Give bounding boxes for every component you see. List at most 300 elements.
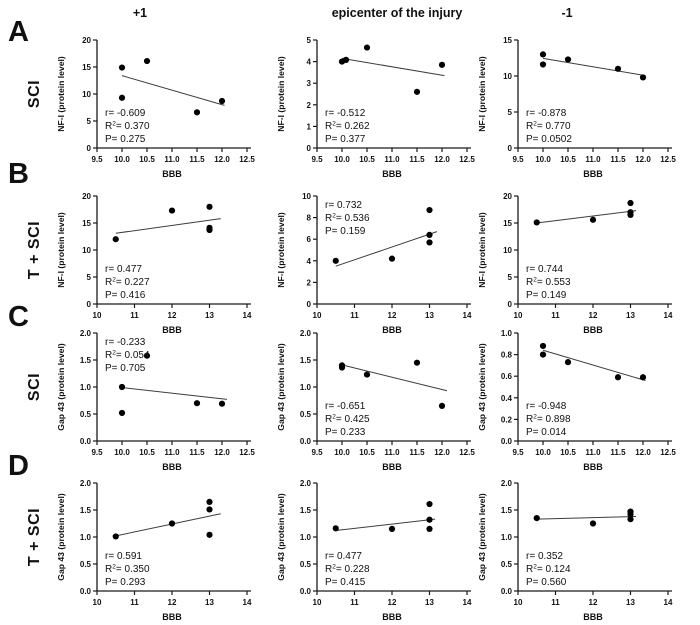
panel-letter-d: D — [8, 450, 29, 482]
y-axis-ticks — [503, 192, 518, 309]
regression-line — [336, 519, 435, 530]
x-axis-ticks — [313, 591, 472, 607]
plot-svg — [472, 30, 688, 185]
panel-letter-c: C — [8, 301, 29, 333]
y-axis-title: Gap 43 (protein level) — [56, 493, 66, 581]
x-tick-label: 14 — [242, 598, 252, 607]
data-point — [615, 66, 621, 72]
y-tick-label: 0.2 — [500, 415, 512, 425]
x-tick-label: 10.5 — [139, 155, 155, 164]
y-tick-label: 0.0 — [299, 437, 311, 446]
data-point — [333, 525, 339, 531]
data-point — [119, 95, 125, 101]
scatter-plot-B-col1 — [51, 186, 267, 346]
plot-svg — [51, 186, 267, 341]
plot-svg — [472, 186, 688, 341]
data-point — [565, 359, 571, 365]
y-axis-ticks — [300, 479, 317, 596]
x-axis-title: BBB — [162, 169, 182, 179]
y-tick-label: 5 — [507, 273, 512, 282]
stat-p: P= 0.014 — [526, 427, 567, 438]
data-point — [206, 227, 212, 233]
data-point — [439, 62, 445, 68]
scatter-plot-B-col3 — [472, 186, 688, 346]
x-tick-label: 12.5 — [239, 448, 255, 457]
stat-p: P= 0.275 — [105, 134, 146, 145]
regression-line — [537, 516, 636, 519]
y-axis-ticks — [82, 192, 97, 309]
scatter-plot-D-col3 — [472, 473, 688, 625]
data-point — [414, 89, 420, 95]
x-axis-ticks — [313, 304, 472, 320]
data-point — [206, 204, 212, 210]
y-tick-label: 0.0 — [79, 587, 91, 596]
data-points — [540, 51, 646, 80]
stat-r-squared: $R^2= 0.350$ — [105, 563, 150, 575]
x-tick-label: 14 — [462, 598, 472, 607]
data-points — [113, 204, 213, 243]
y-axis-ticks — [300, 329, 317, 446]
y-tick-label: 1.5 — [299, 506, 311, 515]
x-tick-label: 10.5 — [139, 448, 155, 457]
regression-line — [342, 58, 445, 75]
y-tick-label: 2.0 — [500, 479, 512, 488]
scatter-plot-C-col1 — [51, 323, 267, 483]
y-tick-label: 1.0 — [79, 383, 91, 392]
x-tick-label: 12.0 — [434, 155, 450, 164]
group-label-tsci-b: T + SCI — [26, 220, 43, 280]
y-axis-title: Gap 43 (protein level) — [56, 343, 66, 431]
x-tick-label: 11.0 — [585, 155, 601, 164]
x-tick-label: 11.0 — [384, 155, 400, 164]
x-axis-title: BBB — [583, 462, 603, 472]
stat-r: r= -0.878 — [526, 108, 567, 119]
data-point — [364, 371, 370, 377]
stats-annotation — [526, 551, 571, 588]
x-tick-label: 11 — [130, 311, 139, 320]
y-axis-title: Gap 43 (protein level) — [477, 493, 487, 581]
x-tick-label: 10.5 — [560, 155, 576, 164]
y-tick-label: 1.5 — [79, 506, 91, 515]
y-tick-label: 2 — [306, 278, 311, 288]
data-point — [389, 526, 395, 532]
x-tick-label: 13 — [205, 598, 214, 607]
column-header-plus1: +1 — [132, 6, 148, 20]
x-tick-label: 11 — [130, 598, 139, 607]
stat-p: P= 0.560 — [526, 577, 567, 588]
x-tick-label: 10.5 — [359, 155, 375, 164]
x-axis-title: BBB — [162, 612, 182, 622]
x-tick-label: 11.5 — [610, 448, 626, 457]
data-points — [339, 44, 445, 94]
y-tick-label: 5 — [306, 36, 311, 45]
y-tick-label: 5 — [86, 273, 91, 282]
data-point — [219, 98, 225, 104]
scatter-plot-C-col2 — [271, 323, 487, 483]
y-axis-ticks — [503, 36, 518, 153]
stat-p: P= 0.705 — [105, 363, 146, 374]
x-axis-title: BBB — [583, 169, 603, 179]
data-point — [364, 44, 370, 50]
y-tick-label: 2.0 — [299, 329, 311, 338]
x-tick-label: 12.0 — [635, 155, 651, 164]
regression-line — [122, 388, 227, 400]
x-tick-label: 12.5 — [239, 155, 255, 164]
regression-line — [543, 58, 646, 75]
data-points — [333, 501, 433, 532]
stat-p: P= 0.293 — [105, 577, 146, 588]
x-tick-label: 10 — [312, 311, 322, 320]
data-point — [590, 520, 596, 526]
y-tick-label: 6 — [306, 235, 311, 245]
x-tick-label: 10 — [92, 598, 102, 607]
stats-annotation — [105, 551, 150, 588]
scatter-plot-B-col2 — [271, 186, 487, 346]
y-tick-label: 1.5 — [500, 506, 512, 515]
y-tick-label: 0.4 — [500, 393, 512, 403]
x-tick-label: 11.5 — [409, 155, 425, 164]
y-tick-label: 1.0 — [299, 383, 311, 392]
y-tick-label: 0.6 — [500, 372, 512, 382]
plot-svg — [51, 30, 267, 185]
x-tick-label: 13 — [626, 311, 635, 320]
x-tick-label: 12.5 — [459, 448, 475, 457]
stat-r-squared: $R^2= 0.124$ — [526, 563, 571, 575]
x-tick-label: 12 — [588, 598, 598, 607]
plot-svg — [51, 473, 267, 625]
x-axis-ticks — [514, 591, 673, 607]
x-tick-label: 14 — [242, 311, 252, 320]
data-point — [206, 506, 212, 512]
x-tick-label: 12.5 — [459, 155, 475, 164]
stat-r-squared: $R^2= 0.536$ — [325, 212, 370, 224]
regression-line — [537, 211, 636, 223]
y-tick-label: 1.0 — [500, 533, 512, 542]
x-axis-ticks — [91, 148, 255, 164]
y-tick-label: 15 — [82, 63, 91, 72]
x-tick-label: 10 — [513, 598, 523, 607]
column-header-minus1: -1 — [561, 6, 573, 20]
x-tick-label: 9.5 — [311, 448, 323, 457]
data-point — [113, 236, 119, 242]
x-tick-label: 12.0 — [635, 448, 651, 457]
data-point — [640, 374, 646, 380]
y-axis-title: Gap 43 (protein level) — [276, 343, 286, 431]
stat-r-squared: $R^2= 0.553$ — [526, 276, 571, 288]
scatter-plot-C-col3 — [472, 323, 688, 483]
x-tick-label: 11.5 — [189, 155, 205, 164]
x-tick-label: 9.5 — [512, 155, 524, 164]
data-point — [343, 57, 349, 63]
x-axis-title: BBB — [162, 325, 182, 335]
stat-r-squared: $R^2= 0.898$ — [526, 413, 571, 425]
x-tick-label: 12 — [167, 311, 177, 320]
column-header-epicenter: epicenter of the injury — [331, 6, 463, 20]
data-point — [194, 109, 200, 115]
y-axis-title: NF-I (protein level) — [56, 56, 66, 132]
stats-annotation — [526, 401, 571, 438]
y-axis-ticks — [501, 479, 518, 596]
stats-annotation — [325, 108, 370, 145]
data-points — [540, 343, 646, 381]
y-axis-title: Gap 43 (protein level) — [477, 343, 487, 431]
y-tick-label: 0.0 — [500, 587, 512, 596]
y-axis-title: NF-I (protein level) — [477, 56, 487, 132]
panel-letter-b: B — [8, 158, 29, 190]
x-tick-label: 13 — [425, 598, 434, 607]
stat-r-squared: $R^2= 0.227$ — [105, 276, 150, 288]
stats-annotation — [325, 200, 370, 237]
y-tick-label: 20 — [82, 36, 91, 45]
y-axis-ticks — [501, 329, 518, 446]
y-tick-label: 2 — [306, 100, 311, 110]
x-axis-title: BBB — [382, 462, 402, 472]
stats-annotation — [105, 337, 150, 374]
x-tick-label: 9.5 — [311, 155, 323, 164]
scatter-plot-A-col3 — [472, 30, 688, 190]
y-tick-label: 1.0 — [79, 533, 91, 542]
regression-line — [116, 219, 221, 234]
y-tick-label: 3 — [306, 79, 311, 89]
y-tick-label: 1.5 — [299, 356, 311, 365]
stat-r: r= 0.591 — [105, 551, 142, 562]
scatter-plot-A-col2 — [271, 30, 487, 190]
group-label-sci-c: SCI — [26, 372, 43, 402]
x-tick-label: 10.5 — [560, 448, 576, 457]
x-tick-label: 13 — [205, 311, 214, 320]
x-axis-ticks — [91, 441, 255, 457]
y-tick-label: 15 — [503, 219, 512, 228]
x-tick-label: 12 — [167, 598, 177, 607]
stat-r: r= -0.609 — [105, 108, 146, 119]
stat-p: P= 0.0502 — [526, 134, 572, 145]
x-tick-label: 9.5 — [91, 155, 103, 164]
y-tick-label: 1.0 — [500, 329, 512, 338]
data-point — [426, 526, 432, 532]
stat-r: r= 0.477 — [325, 551, 362, 562]
y-axis-ticks — [80, 329, 97, 446]
y-tick-label: 0.0 — [299, 587, 311, 596]
data-point — [540, 51, 546, 57]
y-tick-label: 0 — [86, 144, 91, 153]
plot-svg — [472, 473, 688, 625]
data-point — [640, 74, 646, 80]
data-point — [389, 256, 395, 262]
regression-line — [342, 365, 447, 391]
y-tick-label: 1.0 — [299, 533, 311, 542]
data-point — [426, 501, 432, 507]
data-point — [169, 207, 175, 213]
stat-r-squared: $R^2= 0.425$ — [325, 413, 370, 425]
stat-r: r= -0.651 — [325, 401, 366, 412]
y-tick-label: 0.5 — [79, 560, 91, 569]
x-axis-ticks — [514, 304, 673, 320]
x-tick-label: 12 — [387, 598, 397, 607]
stat-r: r= -0.948 — [526, 401, 567, 412]
y-axis-title: Gap 43 (protein level) — [276, 493, 286, 581]
x-tick-label: 10.0 — [535, 155, 551, 164]
y-tick-label: 10 — [82, 90, 91, 99]
scatter-plot-D-col1 — [51, 473, 267, 625]
group-label-tsci-d: T + SCI — [26, 507, 43, 567]
y-tick-label: 2.0 — [299, 479, 311, 488]
data-point — [565, 56, 571, 62]
plot-svg — [271, 323, 487, 478]
x-tick-label: 10.0 — [334, 448, 350, 457]
x-tick-label: 10.0 — [535, 448, 551, 457]
x-tick-label: 11.0 — [585, 448, 601, 457]
data-point — [540, 343, 546, 349]
group-label-sci-a: SCI — [26, 79, 43, 109]
stats-annotation — [526, 264, 571, 301]
data-point — [339, 364, 345, 370]
x-tick-label: 11.0 — [384, 448, 400, 457]
data-point — [113, 533, 119, 539]
data-point — [194, 400, 200, 406]
y-tick-label: 0.5 — [299, 410, 311, 419]
data-point — [426, 232, 432, 238]
stat-r: r= -0.233 — [105, 337, 146, 348]
plot-svg — [271, 186, 487, 341]
x-tick-label: 12.0 — [214, 448, 230, 457]
x-tick-label: 11 — [551, 598, 560, 607]
y-tick-label: 0 — [306, 144, 311, 153]
y-axis-title: NF-I (protein level) — [276, 212, 286, 288]
y-axis-title: NF-I (protein level) — [276, 56, 286, 132]
stats-annotation — [105, 108, 150, 145]
y-tick-label: 1 — [306, 122, 311, 132]
scatter-plot-D-col2 — [271, 473, 487, 625]
x-axis-ticks — [512, 148, 676, 164]
stat-r: r= -0.512 — [325, 108, 366, 119]
plot-svg — [51, 323, 267, 478]
y-tick-label: 0.5 — [299, 560, 311, 569]
x-tick-label: 14 — [663, 598, 673, 607]
x-tick-label: 10 — [513, 311, 523, 320]
x-tick-label: 10 — [92, 311, 102, 320]
y-tick-label: 15 — [503, 36, 512, 45]
y-tick-label: 10 — [503, 246, 512, 255]
stats-annotation — [105, 264, 150, 301]
data-point — [627, 516, 633, 522]
y-tick-label: 15 — [82, 219, 91, 228]
stats-annotation — [325, 401, 370, 438]
x-axis-title: BBB — [382, 325, 402, 335]
stat-r: r= 0.352 — [526, 551, 563, 562]
data-point — [627, 200, 633, 206]
x-axis-ticks — [93, 591, 252, 607]
stat-p: P= 0.377 — [325, 134, 366, 145]
x-tick-label: 12.5 — [660, 155, 676, 164]
stats-annotation — [526, 108, 572, 145]
x-tick-label: 13 — [626, 598, 635, 607]
x-tick-label: 12 — [387, 311, 397, 320]
data-point — [169, 520, 175, 526]
stat-p: P= 0.415 — [325, 577, 366, 588]
data-point — [119, 384, 125, 390]
y-axis-ticks — [80, 479, 97, 596]
y-tick-label: 0 — [507, 300, 512, 309]
y-tick-label: 4 — [306, 57, 311, 67]
y-tick-label: 0 — [306, 300, 311, 309]
y-tick-label: 10 — [503, 72, 512, 81]
x-tick-label: 9.5 — [512, 448, 524, 457]
data-point — [206, 499, 212, 505]
x-tick-label: 11.5 — [409, 448, 425, 457]
data-point — [540, 352, 546, 358]
stat-p: P= 0.416 — [105, 290, 146, 301]
data-points — [119, 58, 225, 116]
x-tick-label: 11.5 — [610, 155, 626, 164]
data-point — [426, 517, 432, 523]
data-point — [627, 212, 633, 218]
data-point — [119, 410, 125, 416]
stat-r-squared: $R^2= 0.370$ — [105, 120, 150, 132]
stat-r-squared: $R^2= 0.770$ — [526, 120, 571, 132]
x-tick-label: 12.0 — [214, 155, 230, 164]
data-point — [534, 515, 540, 521]
x-tick-label: 14 — [663, 311, 673, 320]
x-axis-ticks — [311, 148, 475, 164]
x-tick-label: 11 — [350, 311, 359, 320]
y-tick-label: 20 — [82, 192, 91, 201]
stats-annotation — [325, 551, 370, 588]
y-tick-label: 0.0 — [500, 437, 512, 446]
x-axis-title: BBB — [583, 612, 603, 622]
x-axis-ticks — [311, 441, 475, 457]
panel-letter-a: A — [8, 16, 29, 48]
x-tick-label: 11 — [551, 311, 560, 320]
y-axis-ticks — [302, 192, 317, 309]
x-axis-ticks — [93, 304, 252, 320]
x-tick-label: 11.0 — [164, 155, 180, 164]
data-point — [439, 403, 445, 409]
x-tick-label: 10.5 — [359, 448, 375, 457]
x-tick-label: 10.0 — [114, 155, 130, 164]
x-tick-label: 9.5 — [91, 448, 103, 457]
regression-line — [543, 350, 646, 380]
data-point — [590, 217, 596, 223]
data-point — [333, 258, 339, 264]
x-axis-ticks — [512, 441, 676, 457]
x-axis-title: BBB — [583, 325, 603, 335]
y-axis-title: NF-I (protein level) — [477, 212, 487, 288]
data-point — [206, 532, 212, 538]
stat-p: P= 0.149 — [526, 290, 567, 301]
y-tick-label: 0.5 — [500, 560, 512, 569]
stat-r: r= 0.732 — [325, 200, 362, 211]
stat-r-squared: $R^2= 0.262$ — [325, 120, 370, 132]
x-axis-title: BBB — [382, 169, 402, 179]
stat-r-squared: $R^2= 0.228$ — [325, 563, 370, 575]
y-axis-title: NF-I (protein level) — [56, 212, 66, 288]
plot-svg — [271, 30, 487, 185]
regression-line — [122, 76, 225, 106]
stat-p: P= 0.233 — [325, 427, 366, 438]
data-point — [119, 64, 125, 70]
x-tick-label: 11.0 — [164, 448, 180, 457]
y-axis-ticks — [82, 36, 97, 153]
y-tick-label: 10 — [302, 192, 311, 201]
y-axis-ticks — [307, 36, 317, 153]
x-tick-label: 11 — [350, 598, 359, 607]
y-tick-label: 0 — [86, 300, 91, 309]
x-tick-label: 10.0 — [334, 155, 350, 164]
y-tick-label: 2.0 — [79, 329, 91, 338]
x-tick-label: 12.0 — [434, 448, 450, 457]
y-tick-label: 4 — [306, 256, 311, 266]
stat-r-squared: $R^2= 0.054$ — [105, 349, 150, 361]
